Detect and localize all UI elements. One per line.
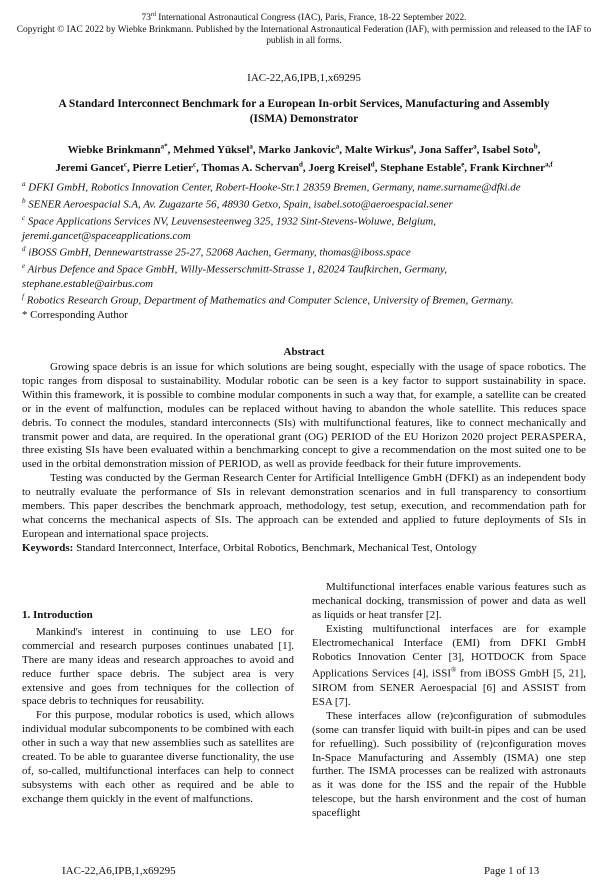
author: Stephane Estable$^e$, <box>380 160 470 175</box>
affiliation-line: $^e$ Airbus Defence and Space GmbH, Willy-Messerschmitt-Strasse 1, 82024 Taufkirchen, Germany, <box>22 262 447 277</box>
paper-title: A Standard Interconnect Benchmark for a European In-orbit Services, Manufacturing and Assembly (ISMA) Demonstrator <box>58 98 550 125</box>
author-list <box>16 139 592 176</box>
affiliation-list <box>22 178 592 322</box>
author: Pierre Letier$^c$, <box>132 160 202 175</box>
author: Thomas A. Schervan$^d$, <box>201 160 309 175</box>
author: Jeremi Gancet$^c$, <box>55 160 133 175</box>
affiliation-line: stephane.estable@airbus.com <box>22 277 154 290</box>
section-heading: 1. Introduction <box>22 609 93 621</box>
abstract-body <box>22 361 586 556</box>
paper-id: IAC-22,A6,IPB,1,x69295 <box>247 72 361 84</box>
footer-paper-id: IAC-22,A6,IPB,1,x69295 <box>62 865 176 877</box>
affiliation-line: $^d$ iBOSS GmbH, Dennewartstrasse 25-27, 52068 Aachen, Germany, thomas@iboss.space <box>22 245 411 259</box>
affiliation-line: $^b$ SENER Aeroespacial S.A, Av. Zugazarte 56, 48930 Getxo, Spain, isabel.soto@aeroespacial.sener <box>22 197 453 211</box>
keywords-text: Standard Interconnect, Interface, Orbital Robotics, Benchmark, Mechanical Test, Ontology <box>76 541 477 554</box>
author: Malte Wirkus$^a$, <box>344 142 420 156</box>
body-paragraph: For this purpose, modular robotics is used, which allows individual modular subcomponents to be combined with each other in such a way that new assemblies such as satellites are created. To be able to guarantee diverse functionality, the use of, so-called, multifunctional interfaces can help to connect subsystems with each other as required and be able to exchange them quickly in the event of malfunctions. <box>22 709 294 805</box>
body-paragraph: Mankind's interest in continuing to use LEO for commercial and research purposes continues unabated [1]. There are many ideas and research approaches to avoid and reduce further space debris. The subject area is very extensive and goes from techniques for the collection of space debris to techniques for reusability. <box>22 625 294 708</box>
introduction-section <box>22 609 294 807</box>
keywords <box>22 542 586 556</box>
author: Joerg Kreisel$^d$, <box>308 160 381 175</box>
affiliation-line: $^c$ Space Applications Services NV, Leuvensesteenweg 325, 1932 Sint-Stevens-Woluwe, Belgium, <box>22 214 436 229</box>
right-column <box>312 581 586 821</box>
author: Marko Jankovic$^a$, <box>258 142 345 156</box>
abstract-paragraph: Testing was conducted by the German Research Center for Artificial Intelligence GmbH (DFKI) as an independent body to neutrally evaluate the performance of SIs in relevant demonstration scenarios and in full transparency to consortium members. This paper describes the benchmark approach, methodology, test setup, execution, and recommendation path for what concerns the mechanical aspects of SIs. The approach can be extended and applied to future deployments of SIs in European and international space projects. <box>22 472 586 540</box>
corresponding-author-note: * Corresponding Author <box>22 308 128 321</box>
author: Frank Kirchner$^{a,f}$ <box>469 160 553 175</box>
conference-line: 73rd International Astronautical Congress (IAC), Paris, France, 18-22 September 2022. <box>141 12 467 24</box>
author: Wiebke Brinkmann$^{a*}$, <box>67 142 174 156</box>
affiliation-line: $^a$ DFKI GmbH, Robotics Innovation Center, Robert-Hooke-Str.1 28359 Bremen, Germany, name.surname@dfki.de <box>22 180 521 194</box>
affiliation-line: $^f$ Robotics Research Group, Department of Mathematics and Computer Science, University of Bremen, Germany. <box>22 293 514 307</box>
body-paragraph: Existing multifunctional interfaces are for example Electromechanical Interface (EMI) from DFKI GmbH Robotics Innovation Center [3], HOTDOCK from Space Applications Services [4], iSSI® from iBOSS GmbH [5, 21], SIROM from SENER Aeroespacial [6] and ASSIST from ESA [7]. <box>312 622 586 708</box>
author: Mehmed Yüksel$^a$, <box>173 142 259 156</box>
affiliation-line: jeremi.gancet@spaceapplications.com <box>22 229 191 242</box>
body-paragraph: Multifunctional interfaces enable various features such as mechanical docking, transmission of power and data as well as liquids or heat transfer [2]. <box>312 581 586 621</box>
abstract-paragraph: Growing space debris is an issue for which solutions are being sought, especially with the usage of space robotics. The topic ranges from disposal to sustainability. Modular robotic can be seen is a key factor to support sustainability in space. Within this framework, it is possible to combine modular components in such a way that, for example, a satellite can be created or in the event of malfunction, modules can be replaced without having to abandon the whole satellite. This reduces space debris. To connect the modules, standard interconnects (SIs) with multifunctional features, like to connect mechanically and transmit power and data, are required. In the operational grant (OG) PERIOD of the EU Horizon 2020 project PERASPERA, three existing SIs have been evaluated within a benchmarking concept to give a recommendation on the most suited one to be used in the orbital demonstration mission of PERIOD, as well as provide feedback for their future improvements. <box>22 361 586 471</box>
author: Jona Saffer$^a$, <box>419 142 483 156</box>
page-number: Page 1 of 13 <box>484 865 540 877</box>
conference-header <box>10 10 598 47</box>
keywords-label: Keywords: <box>22 541 74 554</box>
abstract-heading: Abstract <box>283 346 325 358</box>
copyright-line: Copyright © IAC 2022 by Wiebke Brinkmann. Published by the International Astronautical Federation (IAF), with permission and released to the IAF to publish in all forms. <box>16 24 592 46</box>
author: Isabel Soto$^b$, <box>482 142 541 156</box>
body-paragraph: These interfaces allow (re)configuration of submodules (some can transfer liquid with built-in pipes and can be used for refuelling). Such possibility of (re)configuration moves In-Space Manufacturing and Assembly (ISMA) one step further. The ISMA processes can be realized with astronauts as it was done for the ISS and the repair of the Hubble telescope, but the harsh environment and the cost of human spaceflight <box>312 709 586 820</box>
